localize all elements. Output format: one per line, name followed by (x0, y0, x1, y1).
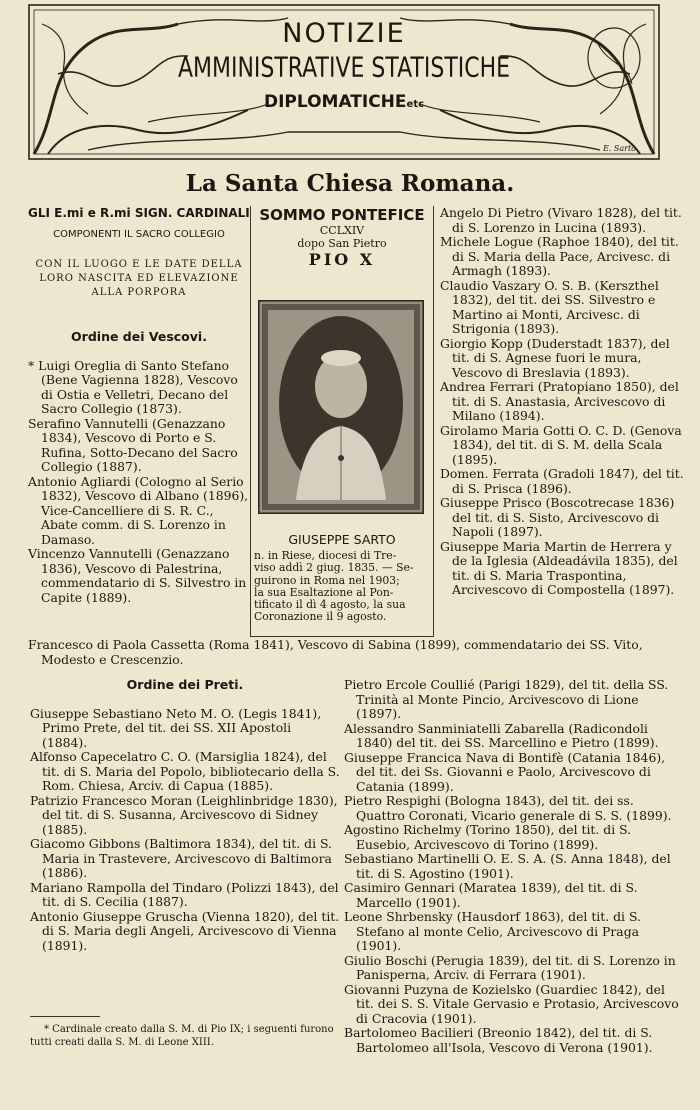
cardinal-entry: Angelo Di Pietro (Vivaro 1828), del tit. di S. Lorenzo in Lucina (1893). (440, 205, 682, 235)
cardinal-entry: Domen. Ferrata (Gradoli 1847), del tit. di S. Prisca (1896). (440, 466, 684, 496)
artist-signature: E. Sarto (602, 144, 636, 153)
cardinal-entry: Girolamo Maria Gotti O. C. D. (Genova 1834), del tit. di S. M. della Scala (1895). (440, 422, 682, 467)
priests-right-column (344, 678, 686, 1055)
cardinal-entry: Giuseppe Prisco (Boscotrecase 1836) del tit. di S. Sisto, Arcivescovo di Napoli (1897). (440, 495, 675, 539)
cardinals-heading: GLI E.mi e R.mi SIGN. CARDINALI (28, 206, 250, 220)
masthead-banner (28, 4, 660, 160)
portrait-image (258, 300, 424, 514)
priest-entry: Giacomo Gibbons (Baltimora 1834), del tit. di S. Maria in Trastevere, Arcivescovo di Baltimora (1886). (30, 836, 332, 880)
cardinal-entry: Alessandro Sanminiatelli Zabarella (Radicondoli 1840) del tit. dei SS. Marcellino e Pietro (1899). (344, 720, 659, 750)
cardinal-entry: Bartolomeo Bacilieri (Breonio 1842), del tit. di S. Bartolomeo all'Isola, Vescovo di Verona (1901). (344, 1025, 653, 1055)
footnote: * Cardinale creato dalla S. M. di Pio IX; i seguenti furono tutti creati dalla S. M. di Leone XIII. (30, 1024, 334, 1048)
column-rule (433, 206, 434, 636)
cardinal-entry: Giuseppe Maria Martin de Herrera y de la Iglesia (Aldeadávila 1835), del tit. di S. Maria Traspontina, Arcivescovo di Compostella (1897). (440, 538, 678, 597)
cardinal-entry: Sebastiano Martinelli O. E. S. A. (S. Anna 1848), del tit. di S. Agostino (1901). (344, 851, 671, 881)
page-title: La Santa Chiesa Romana. (185, 170, 515, 197)
order-bishops-heading: Ordine dei Vescovi. (71, 329, 207, 344)
cardinal-entry: Michele Logue (Raphoe 1840), del tit. di S. Maria della Pace, Arcivesc. di Armagh (1893). (440, 234, 679, 278)
banner-line-2: AMMINISTRATIVE STATISTICHE (177, 52, 511, 85)
pope-number: CCLXIV (319, 224, 365, 237)
cardinals-intro: CON IL LUOGO E LE DATE DELLA LORO NASCITA ED ELEVAZIONE ALLA PORPORA (35, 259, 243, 298)
bishop-entry: * Luigi Oreglia di Santo Stefano (Bene Vagienna 1828), Vescovo di Ostia e Velletri, Decano del Sacro Collegio (1873). (28, 357, 238, 416)
cardinals-subheading: COMPONENTI IL SACRO COLLEGIO (53, 228, 225, 240)
bishop-entry-cassetta: Francesco di Paola Cassetta (Roma 1841), Vescovo di Sabina (1899), commendatario dei SS. Vito, Modesto e Crescenzio. (28, 637, 643, 667)
cardinal-entry: Casimiro Gennari (Maratea 1839), del tit. di S. Marcello (1901). (344, 880, 638, 910)
bishop-entry: Serafino Vannutelli (Genazzano 1834), Vescovo di Porto e S. Rufina, Sotto-Decano del Sacro Collegio (1887). (28, 415, 238, 474)
cardinal-entry: Pietro Ercole Coullié (Parigi 1829), del tit. della SS. Trinità al Monte Pincio, Arcivescovo di Lione (1897). (344, 677, 669, 721)
pope-name: PIO X (308, 250, 376, 269)
priest-entry: Antonio Giuseppe Gruscha (Vienna 1820), del tit. di S. Maria degli Angeli, Arcivescovo di Vienna (1891). (30, 908, 340, 953)
priests-column (30, 678, 340, 953)
pope-heading: SOMMO PONTEFICE (259, 206, 425, 224)
bishop-entry: Vincenzo Vannutelli (Genazzano 1836), Vescovo di Palestrina, commendatario di S. Silvestro in Capite (1889). (28, 546, 247, 605)
column-rule (250, 206, 251, 636)
pope-after: dopo San Pietro (297, 237, 387, 250)
priest-entry: Alfonso Capecelatro C. O. (Marsiglia 1824), del tit. di S. Maria del Popolo, bibliotecario della S. Rom. Chiesa, Arciv. di Capua (1885). (30, 749, 340, 793)
cardinal-entry: Giulio Boschi (Perugia 1839), del tit. di S. Lorenzo in Panisperna, Arciv. di Ferrara (1901). (344, 952, 676, 982)
cardinals-bishops-column (28, 206, 250, 605)
footnote-rule (30, 1016, 100, 1017)
pope-portrait (258, 300, 424, 514)
cardinal-entry: Leone Shrbensky (Hausdorf 1863), del tit. di S. Stefano al monte Celio, Arcivescovo di Praga (1901). (344, 909, 641, 953)
priest-entry: Mariano Rampolla del Tindaro (Polizzi 1843), del tit. di S. Cecilia (1887). (30, 879, 339, 909)
cardinal-entry: Giorgio Kopp (Duderstadt 1837), del tit. di S. Agnese fuori le mura, Vescovo di Breslavia (1893). (440, 335, 670, 380)
cardinal-entry: Pietro Respighi (Bologna 1843), del tit. dei ss. Quattro Coronati, Vicario generale di S. S. (1899). (344, 793, 672, 823)
cardinal-entry: Giuseppe Francica Nava di Bontifè (Catania 1846), del tit. dei Ss. Giovanni e Paolo, Arcivescovo di Catania (1899). (344, 749, 666, 794)
cardinal-entry: Andrea Ferrari (Pratopiano 1850), del tit. di S. Anastasia, Arcivescovo di Milano (1894). (440, 379, 679, 423)
cardinal-entry: Claudio Vaszary O. S. B. (Kerszthel 1832), del tit. dei SS. Silvestro e Martino ai Monti, Arcivesc. di Strigonia (1893). (440, 277, 659, 336)
priest-entry: Giuseppe Sebastiano Neto M. O. (Legis 1841), Primo Prete, del tit. dei SS. XII Apostoli (1884). (30, 705, 322, 750)
pope-biography: n. in Riese, diocesi di Tre- viso addì 2 giug. 1835. — Se- guirono in Roma nel 1903; la sua Esaltazione al Pon- tificato il dì 4 agosto, la sua Coronazione il 9 agosto. (254, 549, 414, 624)
cardinal-entry: Giovanni Puzyna de Kozielsko (Guardiec 1842), del tit. dei S. S. Vitale Gervasio e Protasio, Arcivescovo di Cracovia (1901). (344, 981, 679, 1026)
banner-line-1: NOTIZIE (282, 18, 406, 49)
banner-line-3: DIPLOMATICHEetc (263, 92, 425, 112)
pope-caption: GIUSEPPE SARTO (288, 532, 396, 547)
order-priests-heading: Ordine dei Preti. (126, 677, 244, 692)
cardinal-entry: Agostino Richelmy (Torino 1850), del tit. di S. Eusebio, Arcivescovo di Torino (1899). (344, 822, 632, 852)
cardinals-right-column (440, 206, 686, 598)
priest-entry: Patrizio Francesco Moran (Leighlinbridge 1830), del tit. di S. Susanna, Arcivescovo di Sidney (1885). (30, 792, 338, 837)
bishop-entry: Antonio Agliardi (Cologno al Serio 1832), Vescovo di Albano (1896), Vice-Cancelliere di S. R. C., Abate comm. di S. Lorenzo in Damaso. (28, 473, 249, 547)
pope-panel (254, 206, 430, 624)
